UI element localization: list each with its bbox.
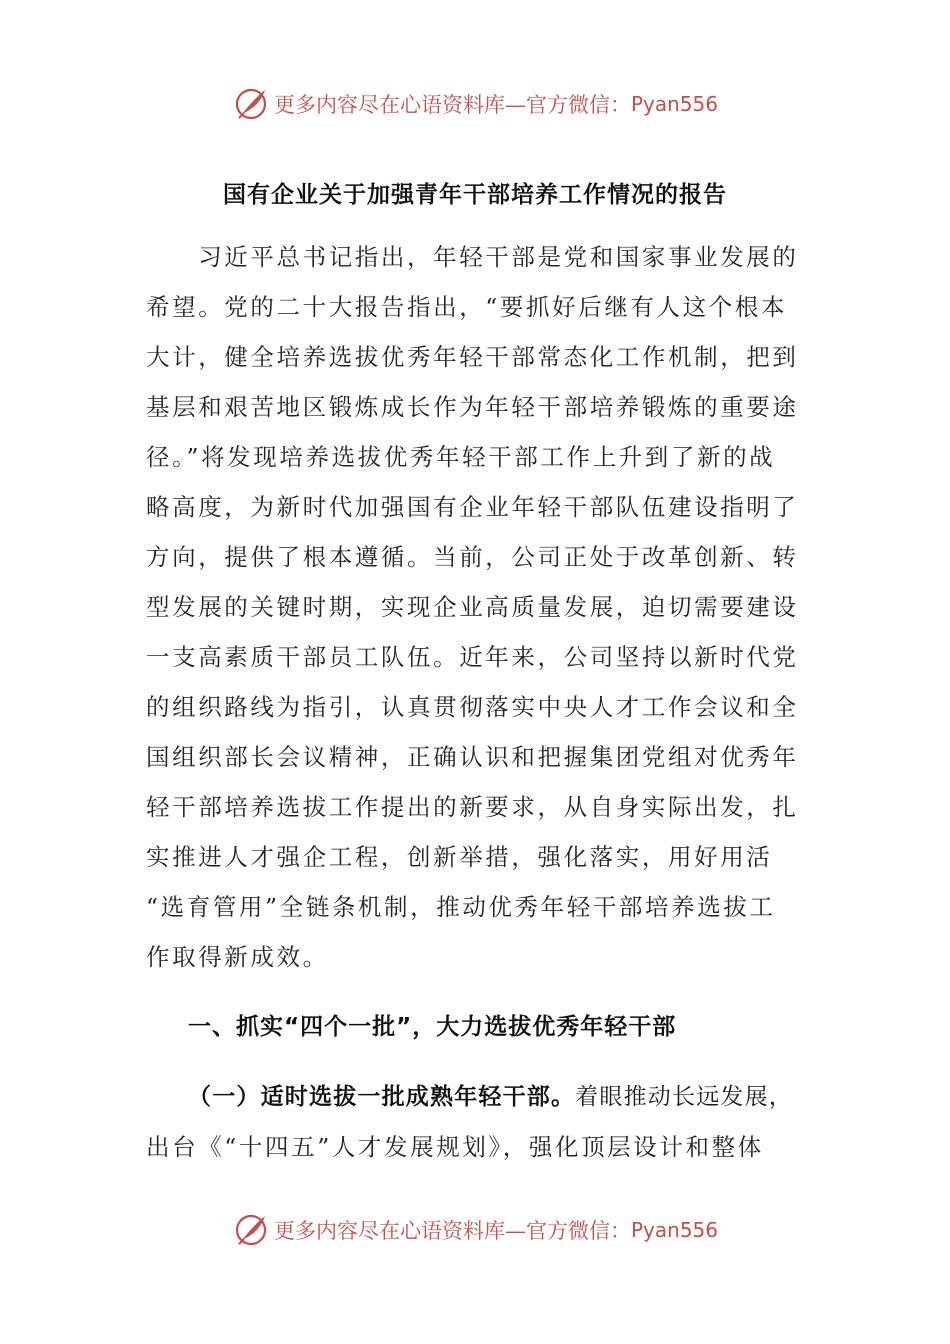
document-body: [146, 232, 799, 1172]
footer-watermark: [0, 1210, 950, 1250]
paragraph-line: 希望。党的二十大报告指出，“要抓好后继有人这个根本: [146, 293, 788, 321]
watermark-text: 更多内容尽在心语资料库—官方微信：: [273, 1219, 631, 1243]
paragraph-line: 一支高素质干部员工队伍。近年来，公司坚持以新时代党: [146, 643, 799, 671]
subsection-label: （一）适时选拔一批成熟年轻干部。: [188, 1084, 576, 1110]
paragraph-line: 方向，提供了根本遵循。当前，公司正处于改革创新、转: [146, 543, 799, 571]
quill-pen-logo-icon: [232, 1211, 270, 1249]
paragraph-line: “选育管用”全链条机制，推动优秀年轻干部培养选拔工: [146, 893, 776, 921]
watermark-text: 更多内容尽在心语资料库—官方微信：: [273, 93, 631, 117]
paragraph-line: 略高度，为新时代加强国有企业年轻干部队伍建设指明了: [146, 493, 799, 521]
subsection-text: 着眼推动长远发展，: [575, 1084, 794, 1110]
paragraph-line: 出台《“十四五”人才发展规划》，强化顶层设计和整体: [146, 1133, 764, 1161]
watermark-account: Pyan556: [630, 1218, 718, 1242]
paragraph-line: 国组织部长会议精神，正确认识和把握集团党组对优秀年: [146, 743, 799, 771]
header-watermark: [0, 84, 950, 124]
section-heading: 一、抓实“四个一批”，大力选拔优秀年轻干部: [188, 1014, 677, 1040]
paragraph-line: 型发展的关键时期，实现企业高质量发展，迫切需要建设: [146, 593, 799, 621]
paragraph-line: 实推进人才强企工程，创新举措，强化落实，用好用活: [146, 843, 773, 871]
watermark-account: Pyan556: [630, 92, 718, 116]
document-title: 国有企业关于加强青年干部培养工作情况的报告: [223, 182, 727, 208]
paragraph-line: 径。”将发现培养选拔优秀年轻干部工作上升到了新的战: [146, 443, 776, 471]
paragraph-line: 基层和艰苦地区锻炼成长作为年轻干部培养锻炼的重要途: [146, 393, 799, 421]
paragraph-line: 大计，健全培养选拔优秀年轻干部常态化工作机制，把到: [146, 343, 799, 371]
paragraph-line: 的组织路线为指引，认真贯彻落实中央人才工作会议和全: [146, 693, 799, 721]
paragraph-line: 轻干部培养选拔工作提出的新要求，从自身实际出发，扎: [146, 793, 799, 821]
quill-pen-logo-icon: [232, 85, 270, 123]
subsection-line: [146, 1072, 794, 1122]
paragraph-line: 作取得新成效。: [146, 943, 329, 971]
paragraph-line: 习近平总书记指出，年轻干部是党和国家事业发展的: [146, 243, 799, 271]
